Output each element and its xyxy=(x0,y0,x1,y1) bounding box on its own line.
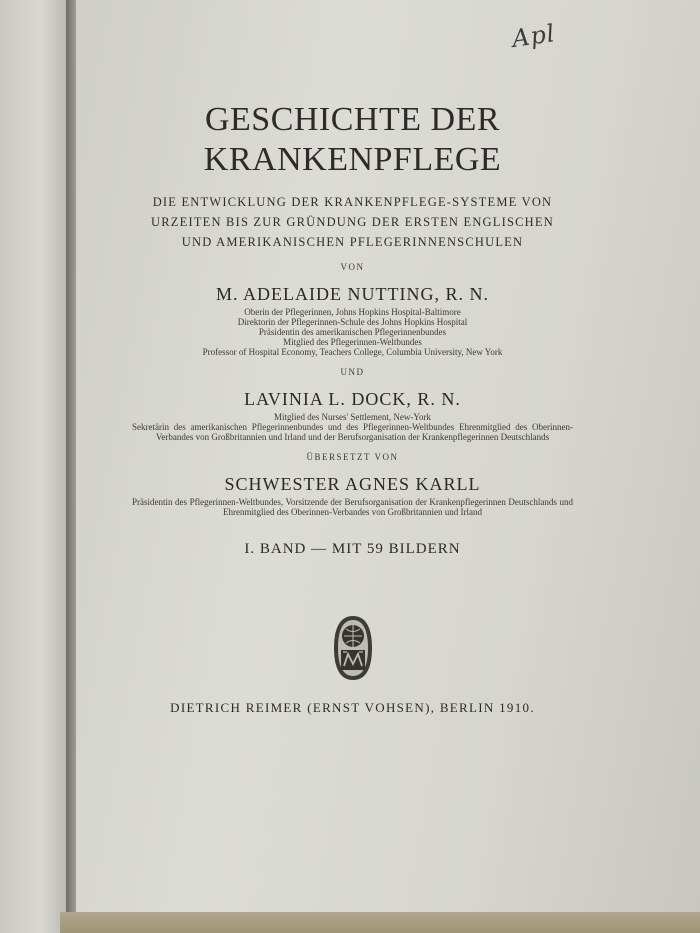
volume-info: I. BAND — MIT 59 BILDERN xyxy=(244,541,461,557)
translator-credentials: Präsidentin des Pflegerinnen-Weltbundes, Vorsitzende der Berufsorganisation der Krankenpflegerinnen Deutschlands und Ehrenmitglied des Oberinnen-Verbandes von Großbritannien und Irland xyxy=(132,497,573,517)
credential-line: Direktorin der Pflegerinnen-Schule des Johns Hopkins Hospital xyxy=(237,317,468,327)
translated-by-label: ÜBERSETZT VON xyxy=(306,452,399,462)
author-1-name: M. ADELAIDE NUTTING, R. N. xyxy=(216,284,489,304)
handwritten-note: Apl xyxy=(510,19,558,53)
credential-line: Oberin der Pflegerinnen, Johns Hopkins Hospital-Baltimore xyxy=(244,307,461,317)
publisher-emblem-icon xyxy=(332,614,374,682)
publisher-line: DIETRICH REIMER (ERNST VOHSEN), BERLIN 1910. xyxy=(170,700,535,715)
translator-name: SCHWESTER AGNES KARLL xyxy=(224,474,481,494)
subtitle-line: URZEITEN BIS ZUR GRÜNDUNG DER ERSTEN ENGLISCHEN xyxy=(151,215,554,229)
subtitle-line: DIE ENTWICKLUNG DER KRANKENPFLEGE-SYSTEME VON xyxy=(152,195,553,209)
author-2-credentials xyxy=(120,412,585,422)
author-1-credentials xyxy=(120,307,585,357)
title-line-2: KRANKENPFLEGE xyxy=(203,141,502,178)
left-page-edge xyxy=(0,0,68,933)
credential-line: Mitglied des Pflegerinnen-Weltbundes xyxy=(283,337,422,347)
author-2-name: LAVINIA L. DOCK, R. N. xyxy=(244,389,461,409)
title-line-1: GESCHICHTE DER xyxy=(204,101,501,138)
author-2-credentials-rest: Sekretärin des amerikanischen Pflegerinnenbundes und des Pflegerinnen-Weltbundes Ehrenmitglied des Oberinnen-Verbandes von Großbritannien und Irland und der Berufsorganisation der Krankenpflegerinnen Deutschlands xyxy=(132,422,573,442)
credential-line: Mitglied des Nurses' Settlement, New-York xyxy=(274,412,431,422)
credential-line: Präsidentin des amerikanischen Pflegerinnenbundes xyxy=(258,327,447,337)
von-label: VON xyxy=(340,262,365,272)
credential-line: Professor of Hospital Economy, Teachers College, Columbia University, New York xyxy=(202,347,503,357)
book-cover-edge xyxy=(60,912,700,933)
book-subtitle xyxy=(120,192,585,252)
subtitle-line: UND AMERIKANISCHEN PFLEGERINNENSCHULEN xyxy=(181,235,524,249)
book-title xyxy=(120,100,585,180)
title-page-content xyxy=(120,100,585,716)
und-label: UND xyxy=(340,367,365,377)
